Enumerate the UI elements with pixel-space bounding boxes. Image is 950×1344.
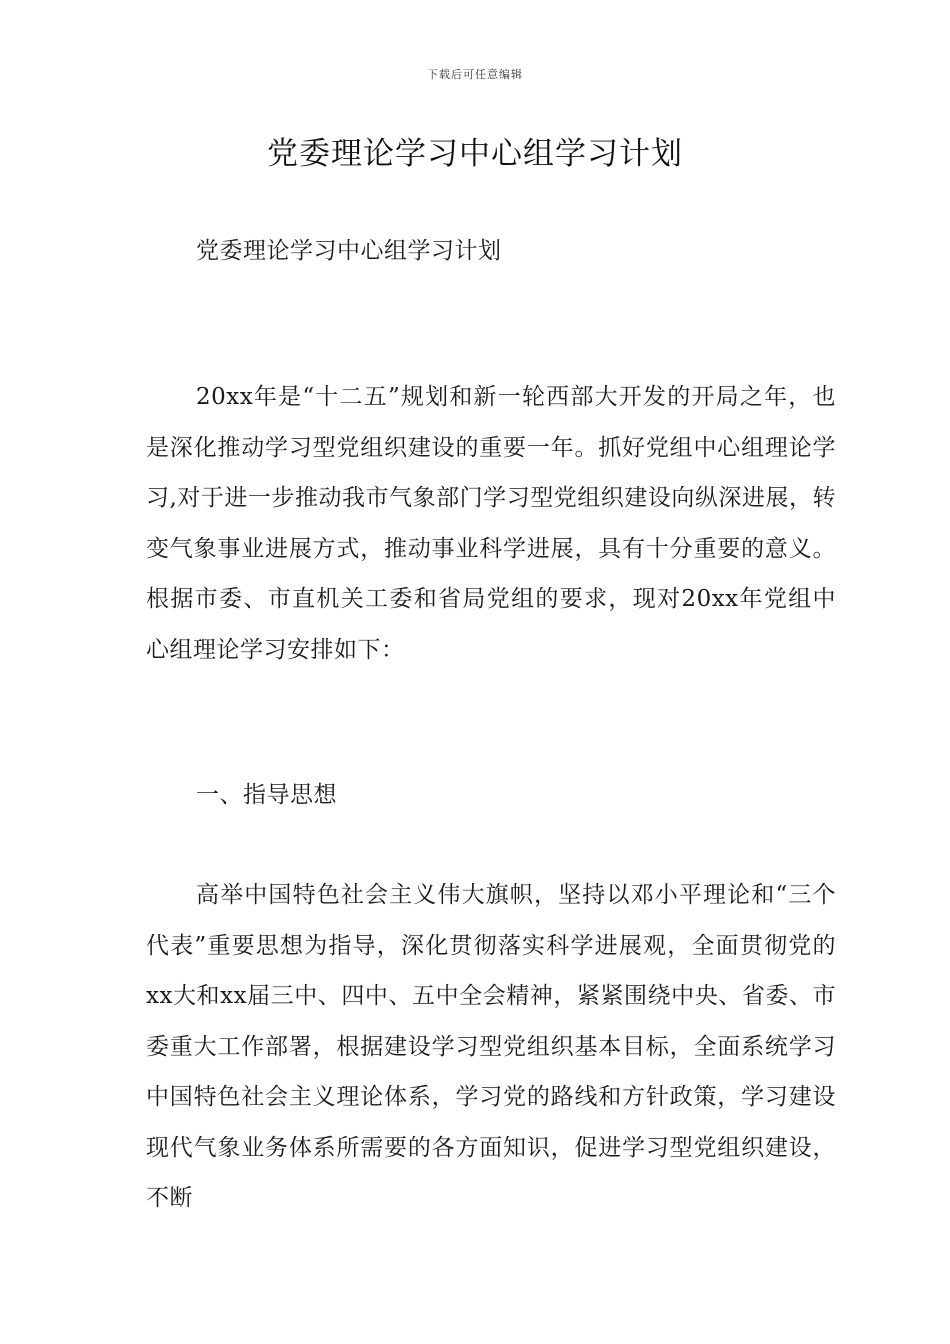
intro-paragraph: 20xx年是“十二五”规划和新一轮西部大开发的开局之年，也是深化推动学习型党组织建设的重要一年。抓好党组中心组理论学习,对于进一步推动我市气象部门学习型党组织建设向纵深进展，转变气象事业进展方式，推动事业科学进展，具有十分重要的意义。根据市委、市直机关工委和省局党组的要求，现对20xx年党组中心组理论学习安排如下： bbox=[146, 384, 836, 663]
document-subtitle: 党委理论学习中心组学习计划 bbox=[196, 238, 502, 264]
document-title: 党委理论学习中心组学习计划 bbox=[267, 136, 683, 172]
header-note: 下载后可任意编辑 bbox=[427, 68, 523, 81]
section-heading: 一、指导思想 bbox=[196, 782, 337, 808]
guiding-thought-paragraph: 高举中国特色社会主义伟大旗帜，坚持以邓小平理论和“三个代表”重要思想为指导，深化贯彻落实科学进展观，全面贯彻党的xx大和xx届三中、四中、五中全会精神，紧紧围绕中央、省委、市委重大工作部署，根据建设学习型党组织基本目标，全面系统学习中国特色社会主义理论体系，学习党的路线和方针政策，学习建设现代气象业务体系所需要的各方面知识，促进学习型党组织建设，不断 bbox=[146, 882, 836, 1211]
